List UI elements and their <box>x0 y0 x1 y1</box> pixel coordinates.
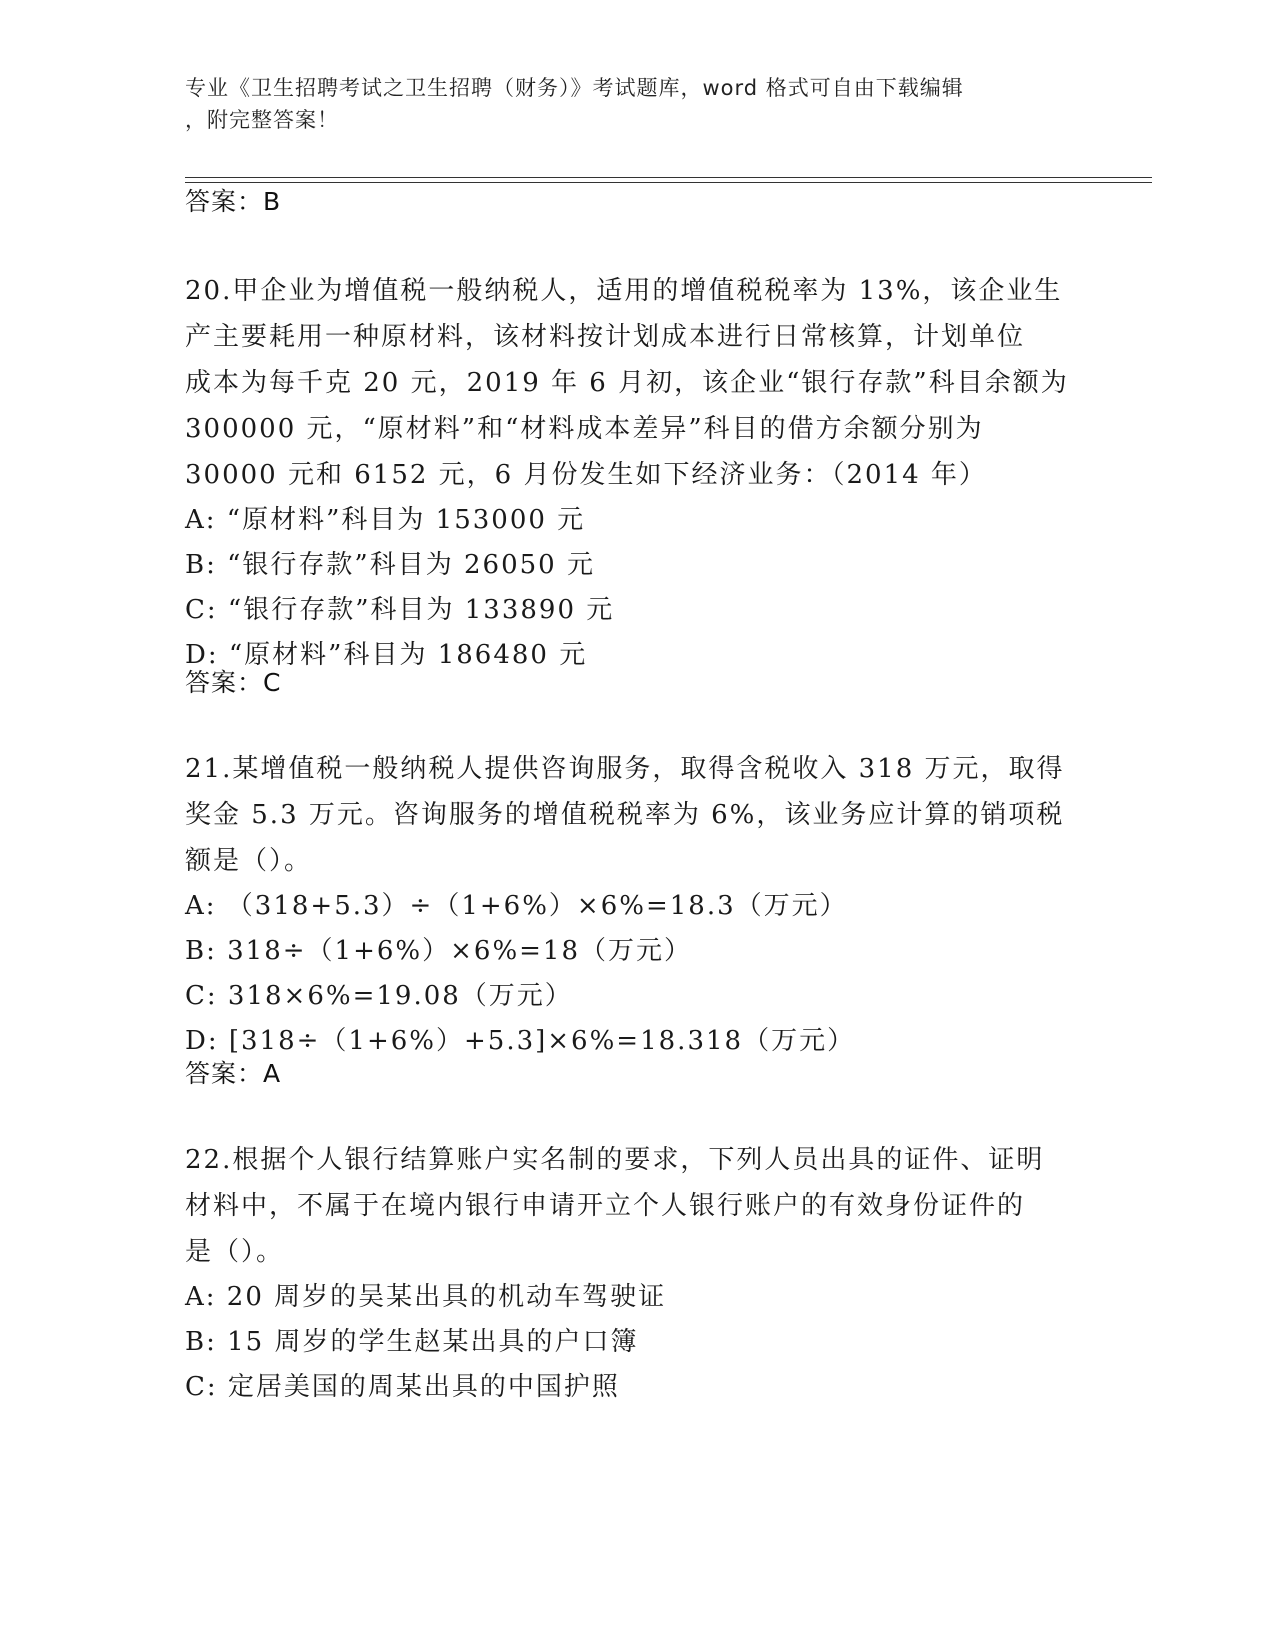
question-text-line: 奖金 5.3 万元。咨询服务的增值税税率为 6%，该业务应计算的销项税 <box>185 800 1065 830</box>
page-header <box>185 72 1065 136</box>
option-a: A: “原材料”科目为 153000 元 <box>185 505 586 535</box>
question-text-line: 成本为每千克 20 元，2019 年 6 月初，该企业“银行存款”科目余额为 <box>185 368 1069 398</box>
question-text-line: 额是（）。 <box>185 846 313 876</box>
question-20 <box>185 268 1085 678</box>
question-22 <box>185 1137 1085 1410</box>
option-d: D: [318÷（1+6%）+5.3]×6%=18.318（万元） <box>185 1026 856 1056</box>
option-b: B: 15 周岁的学生赵某出具的户口簿 <box>185 1327 639 1357</box>
option-d: D: “原材料”科目为 186480 元 <box>185 640 588 670</box>
header-line-2: ，附完整答案！ <box>185 108 339 132</box>
question-text-line: 是（）。 <box>185 1237 285 1267</box>
question-text-line: 300000 元，“原材料”和“材料成本差异”科目的借方余额分别为 <box>185 414 984 444</box>
header-line-1: 专业《卫生招聘考试之卫生招聘（财务）》考试题库，word 格式可自由下载编辑 <box>185 76 964 100</box>
answer-20: 答案：C <box>185 668 282 697</box>
option-c: C: “银行存款”科目为 133890 元 <box>185 595 615 625</box>
option-a: A: （318+5.3）÷（1+6%）×6%=18.3（万元） <box>185 891 848 921</box>
question-text-line: 产主要耗用一种原材料，该材料按计划成本进行日常核算，计划单位 <box>185 322 1026 352</box>
header-divider <box>185 177 1152 183</box>
question-text-line: 30000 元和 6152 元，6 月份发生如下经济业务：（2014 年） <box>185 460 987 490</box>
question-21 <box>185 746 1085 1064</box>
option-b: B: 318÷（1+6%）×6%=18（万元） <box>185 936 693 966</box>
answer-21: 答案：A <box>185 1059 282 1088</box>
question-text-line: 22.根据个人银行结算账户实名制的要求，下列人员出具的证件、证明 <box>185 1145 1045 1175</box>
question-text-line: 20.甲企业为增值税一般纳税人，适用的增值税税率为 13%，该企业生 <box>185 276 1063 306</box>
question-text-line: 21.某增值税一般纳税人提供咨询服务，取得含税收入 318 万元，取得 <box>185 754 1065 784</box>
option-a: A: 20 周岁的吴某出具的机动车驾驶证 <box>185 1282 667 1312</box>
option-c: C: 定居美国的周某出具的中国护照 <box>185 1372 620 1402</box>
answer-previous: 答案：B <box>185 187 282 216</box>
option-c: C: 318×6%=19.08（万元） <box>185 981 573 1011</box>
option-b: B: “银行存款”科目为 26050 元 <box>185 550 595 580</box>
question-text-line: 材料中，不属于在境内银行申请开立个人银行账户的有效身份证件的 <box>185 1191 1026 1221</box>
